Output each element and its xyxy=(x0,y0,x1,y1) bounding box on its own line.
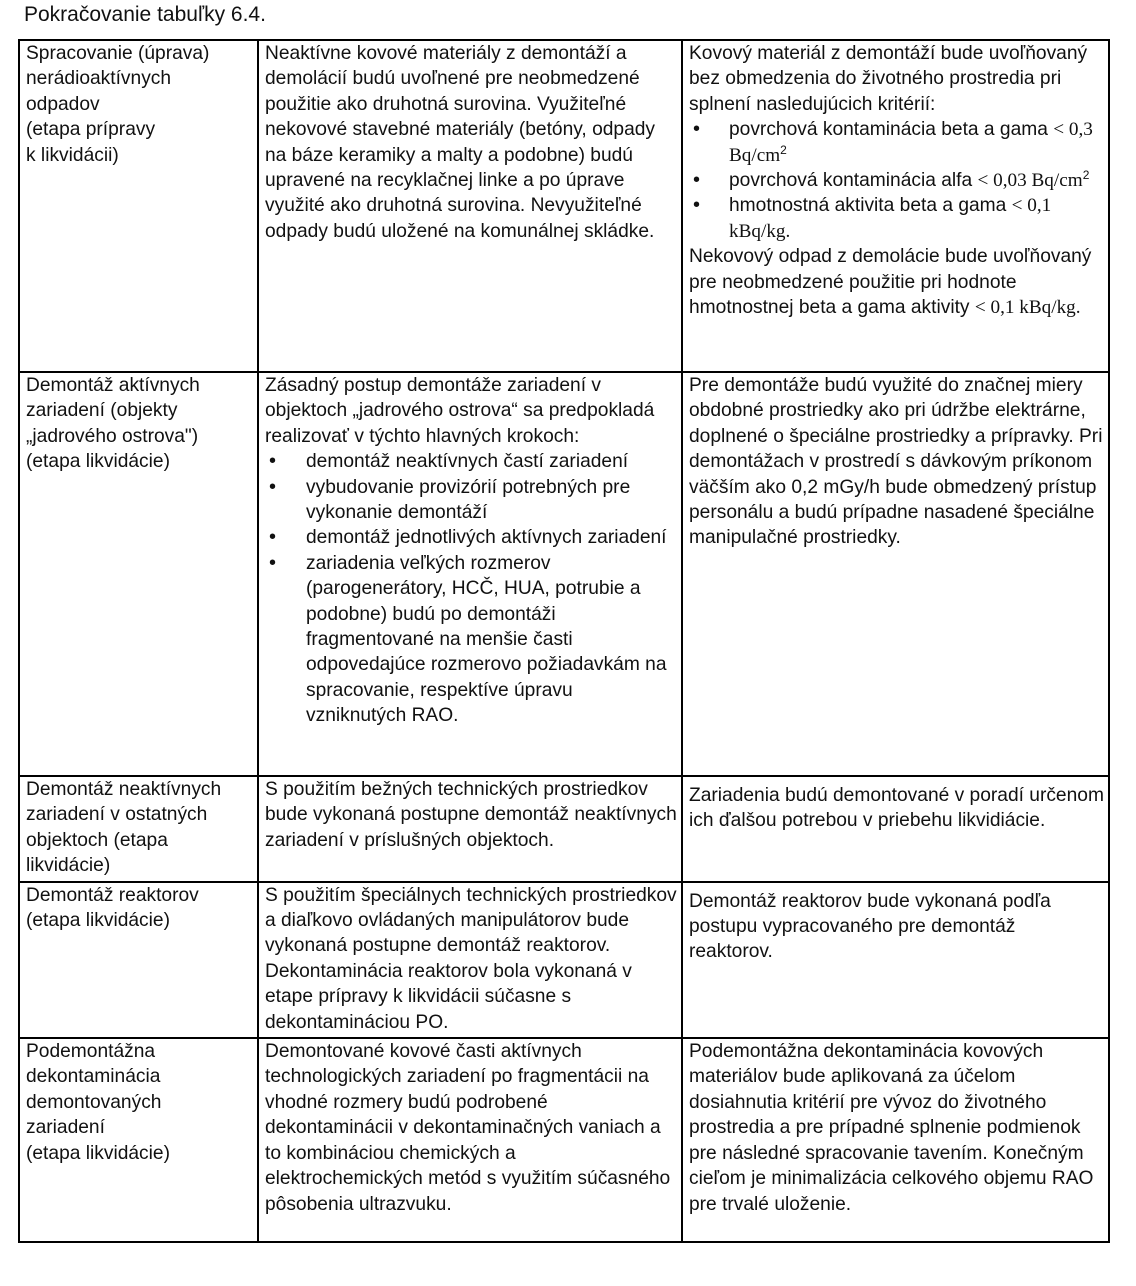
activity-line: Demontáž neaktívnych xyxy=(26,779,222,800)
procedure-text: S použitím špeciálnych technických prostriedkov a diaľkovo ovládaných manipulátorov bude vykonaná postupne demontáž reaktorov. Dekontaminácia reaktorov bola vykonaná v etape prípravy k likvidácii súčasne s dekontamináciou PO. xyxy=(265,884,677,1033)
criteria-list xyxy=(689,117,1104,244)
activity-line: zariadení (objekty xyxy=(26,400,178,422)
procedure-cell xyxy=(258,40,682,372)
list-item: • vybudovanie provizórií potrebných pre vykonanie demontáží xyxy=(265,475,677,526)
list-item: • povrchová kontaminácia beta a gama < 0,3 $Bq/cm^2$ xyxy=(689,117,1104,168)
procedure-cell xyxy=(258,776,682,882)
activity-line: (etapa prípravy xyxy=(26,119,156,141)
activity-cell xyxy=(19,776,258,882)
table-row xyxy=(19,776,1109,882)
list-item: • povrchová kontaminácia alfa < 0,03 $Bq/cm^2$ xyxy=(689,168,1104,193)
activity-line: odpadov xyxy=(26,93,100,115)
activity-cell xyxy=(19,882,258,1038)
table-caption: Pokračovanie tabuľky 6.4. xyxy=(24,3,266,26)
criteria-cell xyxy=(682,40,1109,372)
criteria-intro: Kovový materiál z demontáží bude uvoľňovaný bez obmedzenia do životného prostredia pri splnení nasledujúcich kritérií: xyxy=(689,43,1088,115)
activity-line: (etapa likvidácie) xyxy=(26,910,170,932)
activity-line: zariadení xyxy=(26,1117,105,1139)
activity-line: zariadení v ostatných xyxy=(26,804,208,826)
activity-line: objektoch (etapa xyxy=(26,829,168,851)
criteria-cell xyxy=(682,776,1109,882)
list-item: • zariadenia veľkých rozmerov (parogenerátory, HCČ, HUA, potrubie a podobne) budú po demontáži fragmentované na menšie časti odpovedajúce rozmerovo požiadavkám na spracovanie, respektíve úpravu vzniknutých RAO. xyxy=(265,551,677,729)
criteria-outro: Nekovový odpad z demolácie bude uvoľňovaný pre neobmedzené použitie pri hodnote hmotnostnej beta a gama aktivity xyxy=(689,246,1092,319)
procedure-cell xyxy=(258,882,682,1038)
criteria-text: Zariadenia budú demontované v poradí určenom ich ďalšou potrebou v priebehu likvidiácie. xyxy=(689,785,1104,832)
activity-line: Spracovanie (úprava) xyxy=(26,43,210,64)
activity-line: (etapa likvidácie) xyxy=(26,1142,170,1164)
criteria-cell xyxy=(682,882,1109,1038)
activity-line: „jadrového ostrova") xyxy=(26,425,199,447)
criteria-table xyxy=(18,39,1110,1243)
criteria-text: Podemontážna dekontaminácia kovových materiálov bude aplikovaná za účelom dosiahnutia kritérií pre vývoz do životného prostredia a pre prípadné splnenie podmienok pre následné spracovanie tavením. Konečným cieľom je minimalizácia celkového objemu RAO pre trvalé uloženie. xyxy=(689,1041,1094,1215)
procedure-cell xyxy=(258,372,682,776)
procedure-text: Demontované kovové časti aktívnych technologických zariadení po fragmentácii na vhodné rozmery budú podrobené dekontaminácii v dekontaminačných vaniach a to kombináciou chemických a elektrochemických metód s využitím súčasného pôsobenia ultrazvuku. xyxy=(265,1041,671,1215)
activity-line: demontovaných xyxy=(26,1091,162,1113)
table-row xyxy=(19,40,1109,372)
procedure-cell xyxy=(258,1038,682,1242)
activity-line: k likvidácii) xyxy=(26,144,119,166)
activity-line: nerádioaktívnych xyxy=(26,68,172,90)
criteria-text: Demontáž reaktorov bude vykonaná podľa postupu vypracovaného pre demontáž reaktorov. xyxy=(689,890,1051,963)
table-row xyxy=(19,372,1109,776)
list-item: • demontáž neaktívnych častí zariadení xyxy=(265,449,677,474)
activity-line: Podemontážna xyxy=(26,1041,156,1063)
table-row xyxy=(19,1038,1109,1242)
list-item: • hmotnostná aktivita beta a gama < 0,1 kBq/kg. xyxy=(689,193,1104,244)
procedure-text: S použitím bežných technických prostriedkov bude vykonaná postupne demontáž neaktívnych zariadení v príslušných objektoch. xyxy=(265,779,677,851)
activity-cell xyxy=(19,40,258,372)
activity-line: likvidácie) xyxy=(26,855,111,877)
table-row xyxy=(19,882,1109,1038)
activity-line: Demontáž reaktorov xyxy=(26,884,199,906)
activity-cell xyxy=(19,372,258,776)
criteria-outro-value: < 0,1 kBq/kg. xyxy=(974,297,1081,319)
activity-line: (etapa likvidácie) xyxy=(26,451,170,473)
activity-line: dekontaminácia xyxy=(26,1066,161,1088)
criteria-text: Pre demontáže budú využité do značnej miery obdobné prostriedky ako pri údržbe elektrárne, doplnené o špeciálne prostriedky a prípravky. Pri demontážach v prostredí s dávkovým príkonom väčším ako 0,2 mGy/h bude obmedzený prístup personálu a budú prípadne nasadené špeciálne manipulačné prostriedky. xyxy=(689,375,1103,549)
procedure-steps xyxy=(265,449,677,728)
criteria-cell xyxy=(682,372,1109,776)
procedure-text: Neaktívne kovové materiály z demontáží a demolácií budú uvoľnené pre neobmedzené použitie ako druhotná surovina. Využiteľné nekovové stavebné materiály (betóny, odpady na báze keramiky a malty a podobne) budú upravené na recyklačnej linke a po úprave využité ako druhotná surovina. Nevyužiteľné odpady budú uložené na komunálnej skládke. xyxy=(265,43,656,242)
list-item: • demontáž jednotlivých aktívnych zariadení xyxy=(265,525,677,550)
criteria-cell xyxy=(682,1038,1109,1242)
procedure-intro: Zásadný postup demontáže zariadení v objektoch „jadrového ostrova“ sa predpokladá realizovať v týchto hlavných krokoch: xyxy=(265,375,655,447)
activity-line: Demontáž aktívnych xyxy=(26,375,200,396)
activity-cell xyxy=(19,1038,258,1242)
